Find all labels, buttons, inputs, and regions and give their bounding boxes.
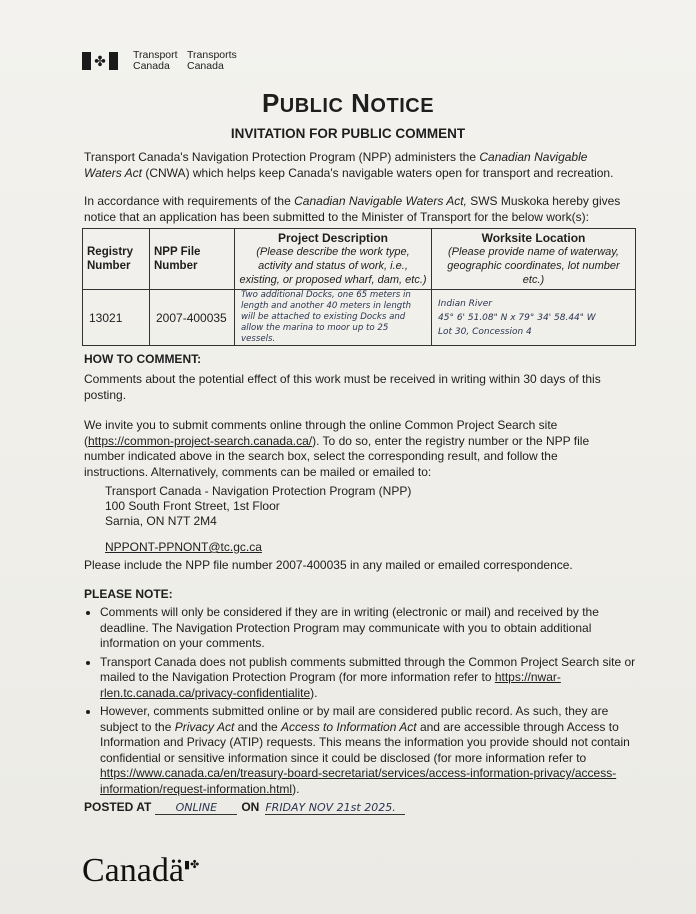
intro-paragraph-1: Transport Canada's Navigation Protection Program (NPP) administers the Canadian Navigable Waters Act (CNWA) which helps keep Canada's navigable waters open for transport and recreation. — [84, 150, 614, 180]
department-name-fr: Transports Canada — [187, 49, 237, 72]
list-item: • However, comments submitted online or by mail are considered public record. As such, they are subject to the Privacy Act and the Access to Information Act and are accessible through Access to Information and Privacy (ATIP) requests. This means the information you provide should not contain confidential or sensitive information since it could be disclosed (for more information refer to https://www.canada.ca/en/treasury-board-secretariat/services/access-information-privacy/access-information/request-information.html). — [100, 704, 640, 797]
list-item: • Transport Canada does not publish comments submitted through the Common Project Search site or mailed to the Navigation Protection Program (for more information refer to https://nwar-rlen.tc.canada.ca/privacy-confidentialite). — [100, 655, 640, 702]
registry-number-cell: 13021 — [83, 290, 150, 346]
department-name-en: Transport Canada — [133, 49, 178, 72]
posted-line: POSTED AT ONLINE ON FRIDAY NOV 21st 2025. — [84, 800, 405, 815]
intro-paragraph-2: In accordance with requirements of the Canadian Navigable Waters Act, SWS Muskoka hereby gives notice that an application has been submitted to the Minister of Transport for the below work(s): — [84, 194, 621, 224]
wordmark-flag-icon: ▮✤ — [183, 859, 200, 871]
worksite-location-cell — [432, 290, 636, 346]
col-worksite-location: Worksite Location (Please provide name of waterway, geographic coordinates, lot number etc.) — [432, 229, 636, 290]
page-subtitle: INVITATION FOR PUBLIC COMMENT — [230, 126, 466, 141]
posted-at-value: ONLINE — [155, 801, 237, 815]
table-header-row — [83, 229, 636, 290]
table-row — [83, 290, 636, 346]
atip-request-link[interactable]: https://www.canada.ca/en/treasury-board-secretariat/services/access-information-privacy/access-information/request-information.html — [100, 766, 617, 796]
project-description-cell — [235, 290, 432, 346]
how-to-comment-heading: HOW TO COMMENT: — [84, 352, 202, 366]
common-project-search-link[interactable]: https://common-project-search.canada.ca/ — [88, 433, 313, 448]
works-table — [82, 228, 636, 346]
posted-on-value: FRIDAY NOV 21st 2025. — [265, 801, 405, 815]
canada-wordmark: Canadä▮✤ — [82, 852, 200, 889]
how-paragraph-3: Please include the NPP file number 2007-400035 in any mailed or emailed correspondence. — [84, 558, 573, 572]
canada-flag-icon: ✤ — [82, 52, 118, 70]
privacy-link[interactable]: https://nwar-rlen.tc.canada.ca/privacy-confidentialite — [100, 670, 561, 700]
notes-list — [84, 605, 640, 800]
list-item: • Comments will only be considered if they are in writing (electronic or mail) and received by the deadline. The Navigation Protection Program may communicate with you to obtain additional information on your comments. — [100, 605, 640, 652]
page-title: PUBLIC NOTICE — [261, 88, 435, 118]
how-paragraph-2: We invite you to submit comments online through the online Common Project Search site (https://common-project-search.canada.ca/). To do so, enter the registry number or the NPP file number indicated above in the search box, select the corresponding result, and follow the instructions. Alternatively, comments can be mailed or emailed to: — [84, 418, 590, 479]
handwritten-lot: Lot 30, Concession 4 — [438, 326, 532, 337]
contact-email-link[interactable]: NPPONT-PPNONT@tc.gc.ca — [105, 540, 262, 554]
please-note-heading: PLEASE NOTE: — [84, 587, 173, 601]
handwritten-waterway: Indian River — [438, 298, 492, 309]
npp-file-number-cell: 2007-400035 — [150, 290, 235, 346]
col-registry-number: Registry Number — [83, 229, 150, 290]
handwritten-description: Two additional Docks, one 65 meters in length and another 40 meters in length will be attached to existing Docks and allow the marina to moor up to 25 vessels. — [241, 290, 412, 344]
how-paragraph-1: Comments about the potential effect of this work must be received in writing within 30 days of this posting. — [84, 372, 601, 402]
col-npp-file-number: NPP File Number — [150, 229, 235, 290]
mailing-address: Transport Canada - Navigation Protection Program (NPP) 100 South Front Street, 1st Floor Sarnia, ON N7T 2M4 — [105, 484, 412, 528]
handwritten-coordinates: 45° 6' 51.08" N x 79° 34' 58.44" W — [438, 312, 596, 323]
col-project-description: Project Description (Please describe the work type, activity and status of work, i.e., existing, or proposed wharf, dam, etc.) — [235, 229, 432, 290]
